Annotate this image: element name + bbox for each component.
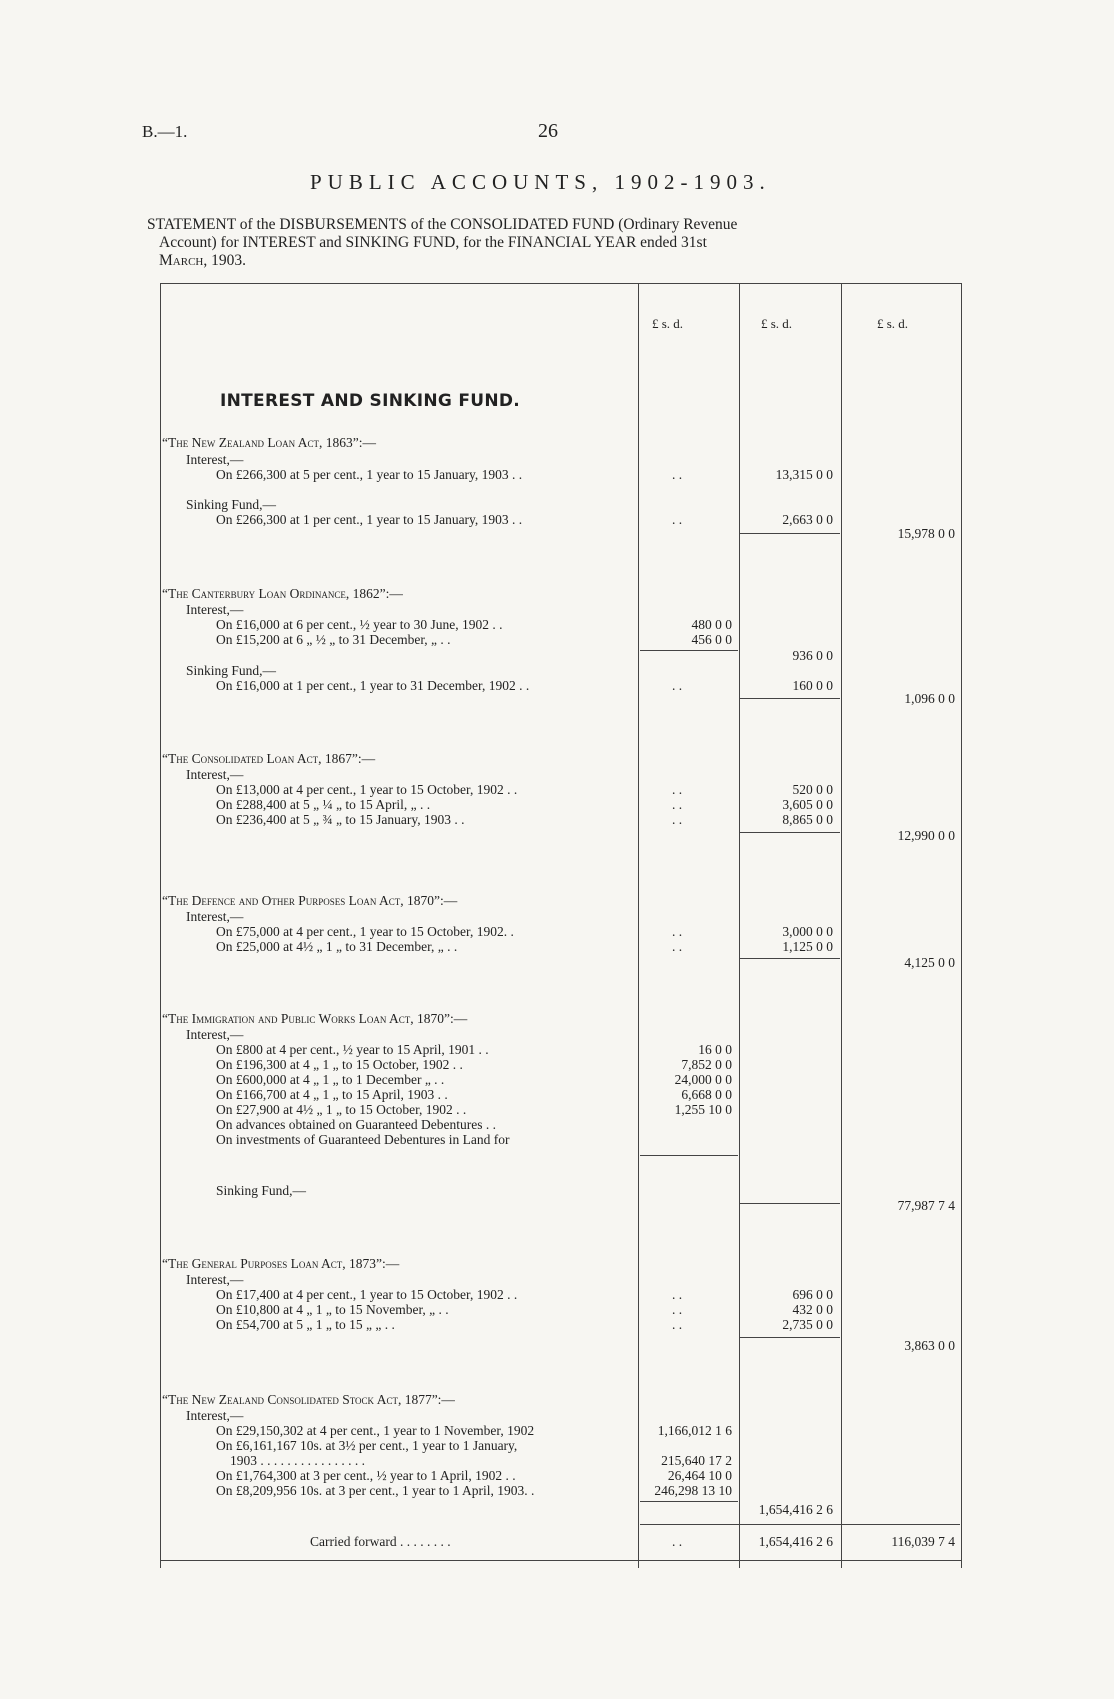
section-title: “The New Zealand Loan Act, 1863”:— [162, 435, 376, 450]
col1-value: 6,668 0 0 [681, 1087, 732, 1102]
line-label: On £25,000 at 4½ „ 1 „ to 31 December, „ . . [216, 939, 458, 954]
line-label: On £10,800 at 4 „ 1 „ to 15 November, „ . . [216, 1302, 449, 1317]
line-label: Interest,— [186, 1272, 244, 1287]
col2-value: 160 0 0 [792, 678, 833, 693]
column-header-2: £ s. d. [761, 316, 793, 331]
line-label: On £8,209,956 10s. at 3 per cent., 1 year to 1 April, 1903. . [216, 1483, 535, 1498]
line-label: On £236,400 at 5 „ ¾ „ to 15 January, 1903 . . [216, 812, 465, 827]
line-label: Sinking Fund,— [216, 1183, 307, 1198]
line-label: On £13,000 at 4 per cent., 1 year to 15 October, 1902 . . [216, 782, 518, 797]
subtotal-rule [740, 958, 840, 959]
col1-value: . . [672, 512, 683, 527]
col1-value: 1,255 10 0 [674, 1102, 732, 1117]
line-label: Interest,— [186, 767, 244, 782]
line-label: 1903 . . . . . . . . . . . . . . . . [230, 1453, 365, 1468]
section-total: 3,863 0 0 [904, 1338, 955, 1353]
section-total: 12,990 0 0 [897, 828, 955, 843]
col1-rule [638, 283, 639, 1568]
section-title: “The Consolidated Loan Act, 1867”:— [162, 751, 376, 766]
subtotal-rule [640, 1501, 738, 1502]
line-label: On £15,200 at 6 „ ½ „ to 31 December, „ . . [216, 632, 451, 647]
col2-value: 1,654,416 2 6 [758, 1502, 833, 1517]
section-title: “The Defence and Other Purposes Loan Act, 1870”:— [162, 893, 458, 908]
line-label: Interest,— [186, 452, 244, 467]
col1-value: . . [672, 939, 683, 954]
col2-value: 3,000 0 0 [782, 924, 833, 939]
col2-value: 432 0 0 [792, 1302, 833, 1317]
line-label: Interest,— [186, 602, 244, 617]
col1-value: 456 0 0 [691, 632, 732, 647]
line-label: Interest,— [186, 1027, 244, 1042]
table-bottom-rule [160, 1560, 962, 1561]
main-heading: INTEREST AND SINKING FUND. [220, 391, 521, 411]
line-label: On £800 at 4 per cent., ½ year to 15 April, 1901 . . [216, 1042, 489, 1057]
line-label: On £75,000 at 4 per cent., 1 year to 15 October, 1902. . [216, 924, 514, 939]
col1-value: . . [672, 1317, 683, 1332]
col1-value: 1,166,012 1 6 [657, 1423, 732, 1438]
statement-line-1: STATEMENT of the DISBURSEMENTS of the CONSOLIDATED FUND (Ordinary Revenue [147, 216, 738, 233]
line-label: On £54,700 at 5 „ 1 „ to 15 „ „ . . [216, 1317, 395, 1332]
table-left-rule [160, 283, 161, 1568]
subtotal-rule [640, 1155, 738, 1156]
line-label: On £166,700 at 4 „ 1 „ to 15 April, 1903 . . [216, 1087, 448, 1102]
col2-value: 13,315 0 0 [775, 467, 833, 482]
table-right-rule [961, 283, 962, 1568]
col2-value: 1,125 0 0 [782, 939, 833, 954]
col1-value: . . [672, 678, 683, 693]
line-label: Sinking Fund,— [186, 663, 277, 678]
col2-value: 2,735 0 0 [782, 1317, 833, 1332]
line-label: On £29,150,302 at 4 per cent., 1 year to 1 November, 1902 [216, 1423, 535, 1438]
section-total: 77,987 7 4 [897, 1198, 955, 1213]
col2-value: 520 0 0 [792, 782, 833, 797]
subtotal-rule [640, 650, 738, 651]
carried-forward-rule [640, 1524, 960, 1525]
col3-rule [841, 283, 842, 1568]
line-label: Interest,— [186, 1408, 244, 1423]
document-code: B.—1. [142, 122, 188, 141]
line-label: On £1,764,300 at 3 per cent., ½ year to 1 April, 1902 . . [216, 1468, 516, 1483]
col1-value: . . [672, 1302, 683, 1317]
line-label: On £27,900 at 4½ „ 1 „ to 15 October, 1902 . . [216, 1102, 467, 1117]
section-title: “The Immigration and Public Works Loan Act, 1870”:— [162, 1011, 468, 1026]
col2-value: 936 0 0 [792, 648, 833, 663]
line-label: Interest,— [186, 909, 244, 924]
line-label: Sinking Fund,— [186, 497, 277, 512]
col1-value: 16 0 0 [698, 1042, 732, 1057]
column-header-3: £ s. d. [877, 316, 909, 331]
page-number: 26 [538, 120, 558, 142]
carried-forward-col3: 116,039 7 4 [891, 1534, 955, 1549]
carried-forward-col2: 1,654,416 2 6 [758, 1534, 833, 1549]
statement-line-3: March, 1903. [159, 252, 246, 269]
col1-value: . . [672, 812, 683, 827]
statement-heading [147, 216, 957, 270]
col1-value: . . [672, 924, 683, 939]
subtotal-rule [740, 1203, 840, 1204]
col2-value: 8,865 0 0 [782, 812, 833, 827]
subtotal-rule [740, 698, 840, 699]
col2-value: 3,605 0 0 [782, 797, 833, 812]
section-total: 4,125 0 0 [904, 955, 955, 970]
col1-value: . . [672, 797, 683, 812]
column-header-1: £ s. d. [652, 316, 684, 331]
col2-value: 2,663 0 0 [782, 512, 833, 527]
line-label: On £16,000 at 6 per cent., ½ year to 30 June, 1902 . . [216, 617, 503, 632]
line-label: On £6,161,167 10s. at 3½ per cent., 1 year to 1 January, [216, 1438, 518, 1453]
col1-value: . . [672, 1287, 683, 1302]
col1-value: 24,000 0 0 [674, 1072, 732, 1087]
section-title: “The New Zealand Consolidated Stock Act, 1877”:— [162, 1392, 455, 1407]
subtotal-rule [740, 832, 840, 833]
carried-forward-label: Carried forward . . . . . . . . [310, 1534, 451, 1549]
col1-value: 7,852 0 0 [681, 1057, 732, 1072]
line-label: On £17,400 at 4 per cent., 1 year to 15 October, 1902 . . [216, 1287, 518, 1302]
col1-value: . . [672, 467, 683, 482]
line-label: On investments of Guaranteed Debentures in Land for [216, 1132, 510, 1147]
carried-forward-col1: . . [672, 1534, 683, 1549]
col2-value: 696 0 0 [792, 1287, 833, 1302]
col2-rule [739, 283, 740, 1568]
statement-line-2: Account) for INTEREST and SINKING FUND, for the FINANCIAL YEAR ended 31st [159, 234, 707, 251]
line-label: On £16,000 at 1 per cent., 1 year to 31 December, 1902 . . [216, 678, 530, 693]
section-total: 1,096 0 0 [904, 691, 955, 706]
page-title: PUBLIC ACCOUNTS, 1902-1903. [310, 170, 771, 194]
section-total: 15,978 0 0 [897, 526, 955, 541]
subtotal-rule [740, 1337, 840, 1338]
section-title: “The General Purposes Loan Act, 1873”:— [162, 1256, 400, 1271]
col1-value: 246,298 13 10 [654, 1483, 732, 1498]
col1-value: 26,464 10 0 [667, 1468, 732, 1483]
line-label: On advances obtained on Guaranteed Debentures . . [216, 1117, 497, 1132]
col1-value: 480 0 0 [691, 617, 732, 632]
line-label: On £600,000 at 4 „ 1 „ to 1 December „ . . [216, 1072, 445, 1087]
line-label: On £196,300 at 4 „ 1 „ to 15 October, 1902 . . [216, 1057, 463, 1072]
section-title: “The Canterbury Loan Ordinance, 1862”:— [162, 586, 403, 601]
col1-value: 215,640 17 2 [661, 1453, 732, 1468]
line-label: On £266,300 at 5 per cent., 1 year to 15 January, 1903 . . [216, 467, 523, 482]
col1-value: . . [672, 782, 683, 797]
subtotal-rule [740, 533, 840, 534]
line-label: On £288,400 at 5 „ ¼ „ to 15 April, „ . . [216, 797, 431, 812]
line-label: On £266,300 at 1 per cent., 1 year to 15 January, 1903 . . [216, 512, 523, 527]
